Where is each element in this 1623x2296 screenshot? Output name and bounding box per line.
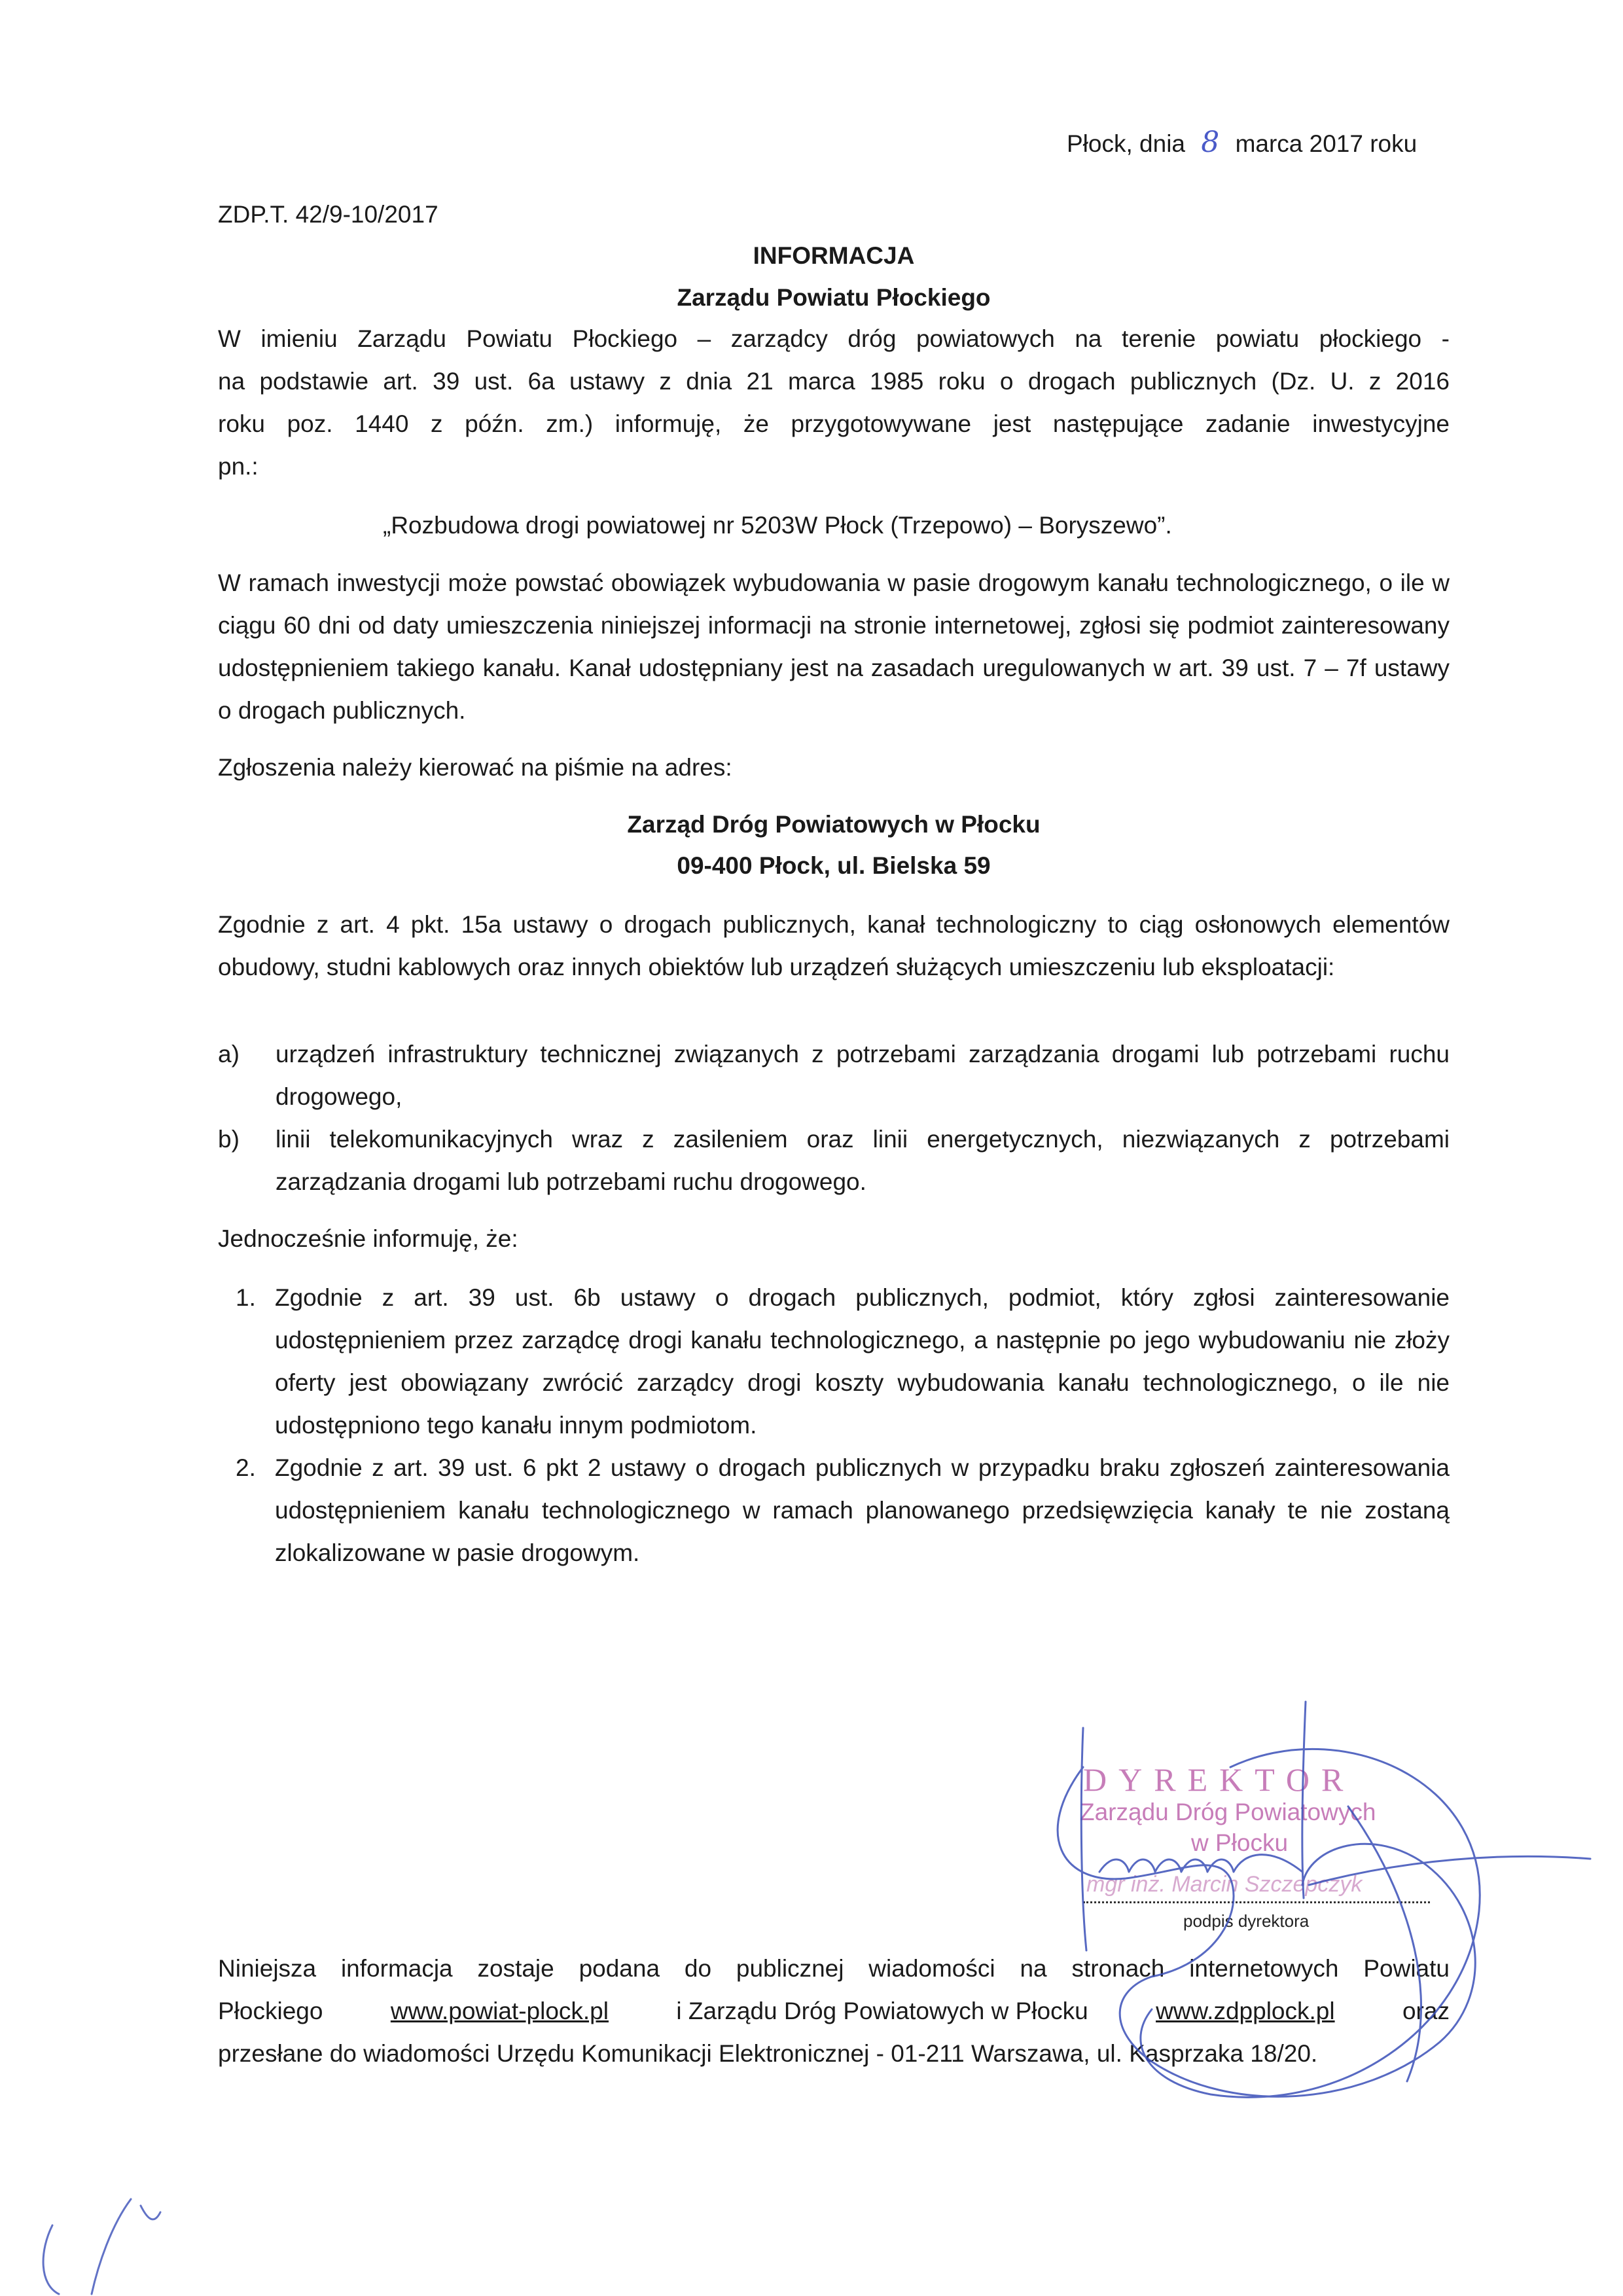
intro-line-1: W imieniu Zarządu Powiatu Płockiego – zarządcy dróg powiatowych na terenie powiatu płockiego -	[218, 325, 1450, 352]
list-item-b	[218, 1118, 1450, 1203]
signature-caption: podpis dyrektora	[1183, 1911, 1310, 1931]
paragraph-also: Jednocześnie informuję, że:	[218, 1225, 518, 1252]
link-zdpplock[interactable]: www.zdpplock.pl	[1156, 1998, 1335, 2024]
signature-scribble	[1099, 1855, 1302, 1872]
address-name: Zarząd Dróg Powiatowych w Płocku	[627, 811, 1041, 838]
reference-number: ZDP.T. 42/9-10/2017	[218, 201, 438, 228]
date-suffix: marca 2017 roku	[1235, 130, 1418, 157]
list-text-b: linii telekomunikacyjnych wraz z zasileniem oraz linii energetycznych, niezwiązanych z potrzebami zarządzania drogami lub potrzebami ruchu drogowego.	[276, 1126, 1450, 1195]
footer-text-oraz: oraz	[1402, 1998, 1450, 2024]
signature-line	[1083, 1901, 1430, 1903]
intro-line-2: na podstawie art. 39 ust. 6a ustawy z dnia 21 marca 1985 roku o drogach publicznych (Dz. U. z 2016	[218, 368, 1450, 395]
intro-line-3: roku poz. 1440 z późn. zm.) informuję, że przygotowywane jest następujące zadanie inwestycyjne	[218, 410, 1450, 437]
list-text-2: Zgodnie z art. 39 ust. 6 pkt 2 ustawy o drogach publicznych w przypadku braku zgłoszeń zainteresowania udostępnieniem kanału technologicznego w ramach planowanego przedsięwzięcia kanały te nie zostaną zlokalizowane w pasie drogowym.	[275, 1454, 1450, 1566]
list-marker-2: 2.	[236, 1454, 256, 1481]
list-item-2	[236, 1446, 1450, 1577]
list-marker-b: b)	[218, 1126, 240, 1153]
stamp-name: mgr inż. Marcin Szczepczyk	[1086, 1872, 1363, 1897]
list-item-a	[218, 1033, 1450, 1118]
list-item-1	[236, 1276, 1450, 1446]
list-marker-1: 1.	[236, 1284, 256, 1311]
address-street: 09-400 Płock, ul. Bielska 59	[677, 852, 991, 879]
intro-line-4: pn.:	[218, 453, 259, 480]
stamp-title: DYREKTOR	[1083, 1761, 1355, 1798]
document-subtitle: Zarządu Powiatu Płockiego	[677, 284, 991, 311]
date-day-handwritten: 8	[1201, 126, 1220, 159]
paragraph-definition: Zgodnie z art. 4 pkt. 15a ustawy o drogach publicznych, kanał technologiczny to ciąg osłonowych elementów obudowy, studni kablowych oraz innych obiektów lub urządzeń służących umieszczeniu lub eksploatacji:	[218, 911, 1450, 980]
document-title: INFORMACJA	[753, 242, 915, 269]
project-name: „Rozbudowa drogi powiatowej nr 5203W Płock (Trzepowo) – Boryszewo”.	[383, 512, 1172, 539]
signature-sweep	[1348, 1806, 1421, 2081]
footer-text-zdp: i Zarządu Dróg Powiatowych w Płocku	[676, 1998, 1088, 2024]
list-marker-a: a)	[218, 1041, 240, 1067]
list-text-1: Zgodnie z art. 39 ust. 6b ustawy o drogach publicznych, podmiot, który zgłosi zainteresowanie udostępnieniem przez zarządcę drogi kanału technologicznego, a następnie po jego wybudowaniu nie złoży oferty jest obowiązany zwrócić zarządcy drogi koszty wybudowania kanału technologicznego, o ile nie udostępniono tego kanału innym podmiotom.	[275, 1284, 1450, 1439]
footer-line-3: przesłane do wiadomości Urzędu Komunikacji Elektronicznej - 01-211 Warszawa, ul. Kasprzaka 18/20.	[218, 2040, 1318, 2067]
initials-mark	[43, 2199, 160, 2294]
stamp-line-1: Zarządu Dróg Powiatowych	[1080, 1799, 1376, 1825]
footer-text-plockiego: Płockiego	[218, 1998, 323, 2024]
footer-line-1: Niniejsza informacja zostaje podana do publicznej wiadomości na stronach internetowych Powiatu	[218, 1955, 1450, 1982]
date-prefix: Płock, dnia	[1067, 130, 1185, 157]
footer-line-2	[218, 1990, 1450, 2032]
date-line	[1067, 121, 1417, 165]
stamp-line-2: w Płocku	[1191, 1829, 1289, 1856]
list-text-a: urządzeń infrastruktury technicznej związanych z potrzebami zarządzania drogami lub potrzebami ruchu drogowego,	[276, 1041, 1450, 1110]
paragraph-channel: W ramach inwestycji może powstać obowiązek wybudowania w pasie drogowym kanału technologicznego, o ile w ciągu 60 dni od daty umieszczenia niniejszej informacji na stronie internetowej, zgłosi się podmiot zainteresowany udostępnieniem takiego kanału. Kanał udostępniany jest na zasadach uregulowanych w art. 39 ust. 7 – 7f ustawy o drogach publicznych.	[218, 569, 1450, 724]
link-powiat-plock[interactable]: www.powiat-plock.pl	[390, 1998, 609, 2024]
paragraph-submissions: Zgłoszenia należy kierować na piśmie na adres:	[218, 754, 732, 781]
